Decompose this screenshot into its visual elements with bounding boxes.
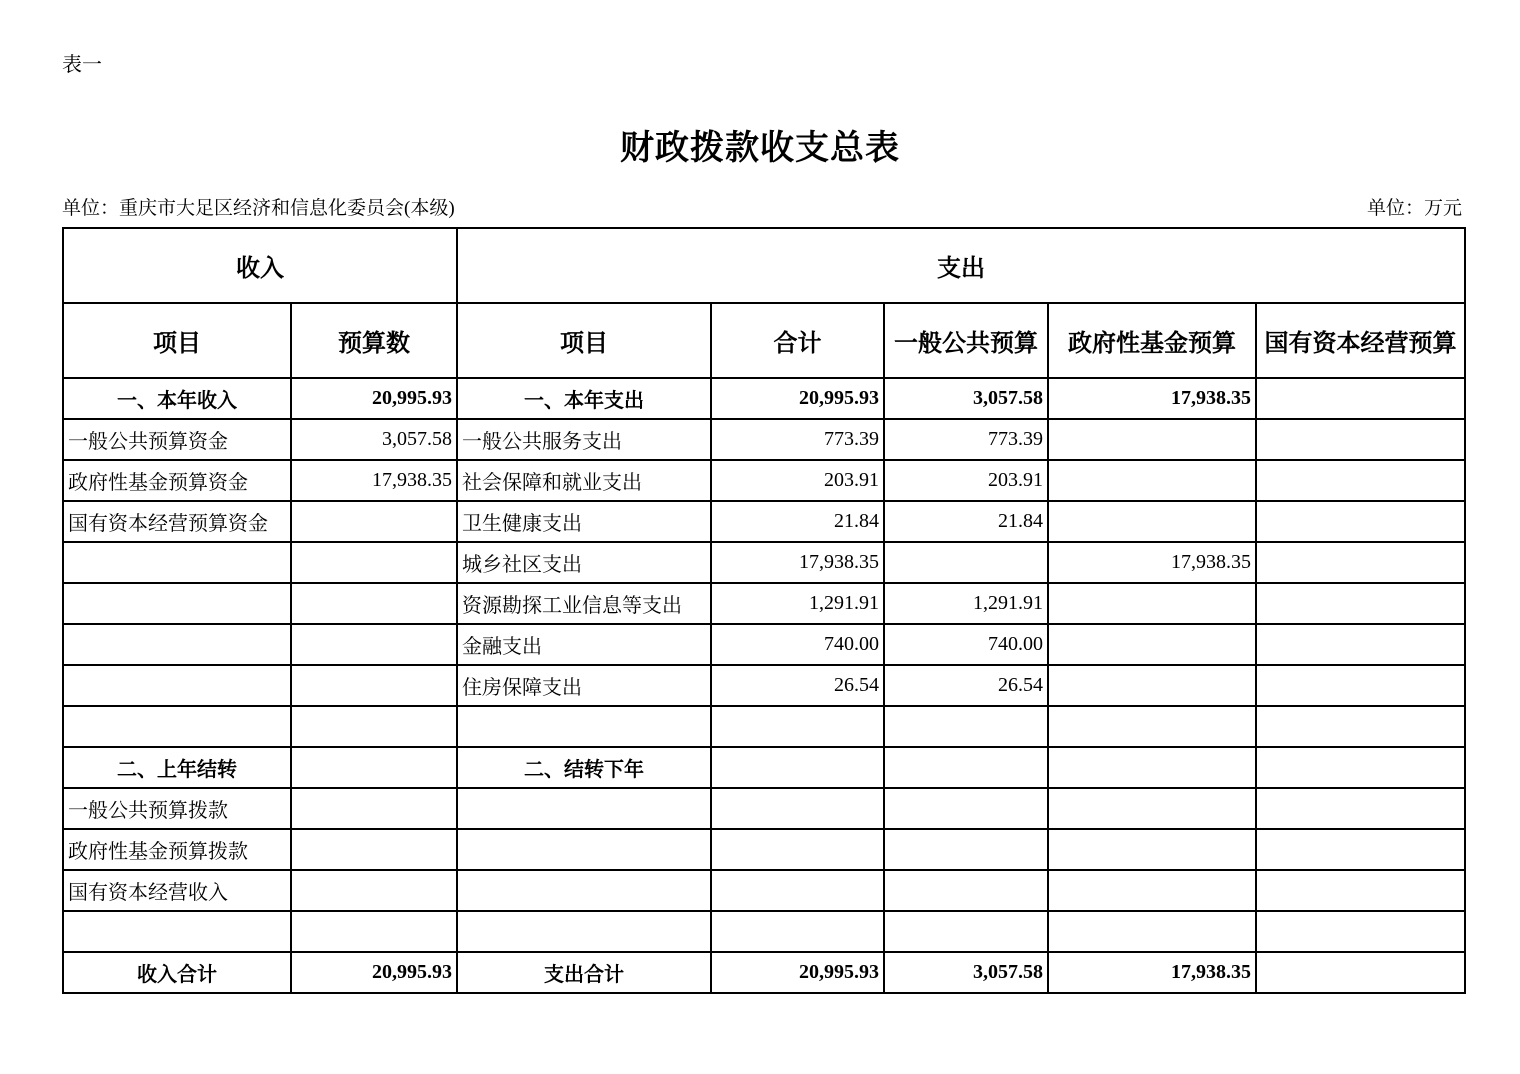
table-row — [63, 583, 1465, 624]
table-cell: 城乡社区支出 — [457, 542, 711, 583]
table-row — [63, 665, 1465, 706]
table-cell — [291, 788, 457, 829]
table-cell — [1048, 788, 1256, 829]
table-row — [63, 378, 1465, 419]
table-cell: 203.91 — [711, 460, 884, 501]
table-cell — [457, 706, 711, 747]
table-cell — [1256, 460, 1465, 501]
table-cell: 17,938.35 — [1048, 952, 1256, 993]
budget-table — [62, 227, 1466, 994]
table-cell: 一、本年支出 — [457, 378, 711, 419]
table-cell: 20,995.93 — [291, 378, 457, 419]
table-cell: 资源勘探工业信息等支出 — [457, 583, 711, 624]
table-cell — [1256, 747, 1465, 788]
table-row — [63, 870, 1465, 911]
table-cell — [884, 542, 1048, 583]
table-cell: 支出合计 — [457, 952, 711, 993]
table-cell — [1048, 419, 1256, 460]
col-header-expenditure-item: 项目 — [457, 303, 711, 378]
table-cell — [291, 665, 457, 706]
table-cell: 卫生健康支出 — [457, 501, 711, 542]
table-cell — [457, 911, 711, 952]
table-cell — [711, 829, 884, 870]
unit-row — [62, 193, 1462, 220]
table-cell — [1256, 419, 1465, 460]
table-cell: 740.00 — [711, 624, 884, 665]
table-cell: 收入合计 — [63, 952, 291, 993]
table-cell: 一般公共预算拨款 — [63, 788, 291, 829]
table-row — [63, 706, 1465, 747]
table-cell: 一、本年收入 — [63, 378, 291, 419]
table-cell — [1048, 501, 1256, 542]
table-cell: 17,938.35 — [1048, 378, 1256, 419]
table-cell — [1048, 583, 1256, 624]
table-cell — [1048, 460, 1256, 501]
table-cell — [291, 747, 457, 788]
table-cell — [1048, 911, 1256, 952]
table-cell: 二、上年结转 — [63, 747, 291, 788]
table-cell: 国有资本经营预算资金 — [63, 501, 291, 542]
table-cell — [291, 870, 457, 911]
group-header-row — [63, 228, 1465, 303]
table-cell: 773.39 — [884, 419, 1048, 460]
table-cell — [884, 870, 1048, 911]
table-cell — [1256, 706, 1465, 747]
table-cell: 一般公共服务支出 — [457, 419, 711, 460]
table-cell — [63, 706, 291, 747]
table-cell — [291, 542, 457, 583]
table-cell: 20,995.93 — [711, 378, 884, 419]
table-cell — [63, 911, 291, 952]
table-cell — [63, 624, 291, 665]
table-cell — [884, 788, 1048, 829]
col-header-general-public-budget: 一般公共预算 — [884, 303, 1048, 378]
table-cell: 21.84 — [711, 501, 884, 542]
col-header-total: 合计 — [711, 303, 884, 378]
table-row — [63, 829, 1465, 870]
table-cell — [1048, 665, 1256, 706]
table-cell — [1048, 624, 1256, 665]
table-cell: 政府性基金预算拨款 — [63, 829, 291, 870]
table-cell — [291, 911, 457, 952]
sheet-label: 表一 — [62, 54, 102, 76]
table-cell — [291, 829, 457, 870]
expenditure-group-header: 支出 — [457, 228, 1465, 303]
page-title: 财政拨款收支总表 — [620, 130, 900, 167]
table-cell — [711, 747, 884, 788]
table-cell: 740.00 — [884, 624, 1048, 665]
table-cell: 17,938.35 — [711, 542, 884, 583]
table-body — [63, 378, 1465, 993]
table-row — [63, 788, 1465, 829]
table-cell — [1048, 706, 1256, 747]
table-cell — [63, 583, 291, 624]
table-row — [63, 460, 1465, 501]
reporting-unit-label: 单位：重庆市大足区经济和信息化委员会(本级) — [62, 198, 455, 219]
table-cell — [1256, 952, 1465, 993]
table-cell — [1256, 911, 1465, 952]
col-header-budget-amount: 预算数 — [291, 303, 457, 378]
table-cell: 203.91 — [884, 460, 1048, 501]
table-cell — [1256, 788, 1465, 829]
table-row — [63, 952, 1465, 993]
table-row — [63, 501, 1465, 542]
table-cell: 20,995.93 — [711, 952, 884, 993]
currency-unit-label: 单位：万元 — [1366, 198, 1462, 219]
table-cell: 一般公共预算资金 — [63, 419, 291, 460]
table-cell — [1256, 829, 1465, 870]
table-cell: 17,938.35 — [1048, 542, 1256, 583]
table-cell: 1,291.91 — [884, 583, 1048, 624]
table-cell: 社会保障和就业支出 — [457, 460, 711, 501]
table-cell — [884, 706, 1048, 747]
table-row — [63, 624, 1465, 665]
table-cell: 3,057.58 — [884, 952, 1048, 993]
table-cell — [63, 542, 291, 583]
table-cell: 3,057.58 — [884, 378, 1048, 419]
table-cell — [711, 870, 884, 911]
table-cell: 住房保障支出 — [457, 665, 711, 706]
col-header-government-fund-budget: 政府性基金预算 — [1048, 303, 1256, 378]
table-cell — [1256, 542, 1465, 583]
col-header-income-item: 项目 — [63, 303, 291, 378]
table-cell: 21.84 — [884, 501, 1048, 542]
table-cell — [291, 624, 457, 665]
table-row — [63, 911, 1465, 952]
table-cell — [1048, 829, 1256, 870]
table-cell: 17,938.35 — [291, 460, 457, 501]
table-cell — [711, 911, 884, 952]
table-cell — [884, 829, 1048, 870]
column-header-row — [63, 303, 1465, 378]
table-cell — [1256, 624, 1465, 665]
table-cell — [711, 788, 884, 829]
table-cell — [1256, 870, 1465, 911]
table-cell: 773.39 — [711, 419, 884, 460]
table-cell: 3,057.58 — [291, 419, 457, 460]
table-cell — [457, 870, 711, 911]
col-header-state-capital-budget: 国有资本经营预算 — [1256, 303, 1465, 378]
table-row — [63, 747, 1465, 788]
table-row — [63, 419, 1465, 460]
table-cell: 政府性基金预算资金 — [63, 460, 291, 501]
table-cell: 金融支出 — [457, 624, 711, 665]
table-cell — [291, 501, 457, 542]
table-cell — [1256, 378, 1465, 419]
table-cell — [457, 829, 711, 870]
table-cell — [884, 747, 1048, 788]
table-cell: 二、结转下年 — [457, 747, 711, 788]
table-cell — [1048, 747, 1256, 788]
table-cell — [291, 706, 457, 747]
table-cell — [291, 583, 457, 624]
table-cell — [457, 788, 711, 829]
table-cell — [1256, 501, 1465, 542]
table-cell — [884, 911, 1048, 952]
table-cell: 26.54 — [711, 665, 884, 706]
table-header — [63, 228, 1465, 378]
table-cell — [1048, 870, 1256, 911]
table-cell: 1,291.91 — [711, 583, 884, 624]
table-cell — [63, 665, 291, 706]
table-cell: 国有资本经营收入 — [63, 870, 291, 911]
table-cell — [1256, 665, 1465, 706]
table-row — [63, 542, 1465, 583]
income-group-header: 收入 — [63, 228, 457, 303]
table-cell: 26.54 — [884, 665, 1048, 706]
table-cell — [711, 706, 884, 747]
table-cell — [1256, 583, 1465, 624]
table-cell: 20,995.93 — [291, 952, 457, 993]
